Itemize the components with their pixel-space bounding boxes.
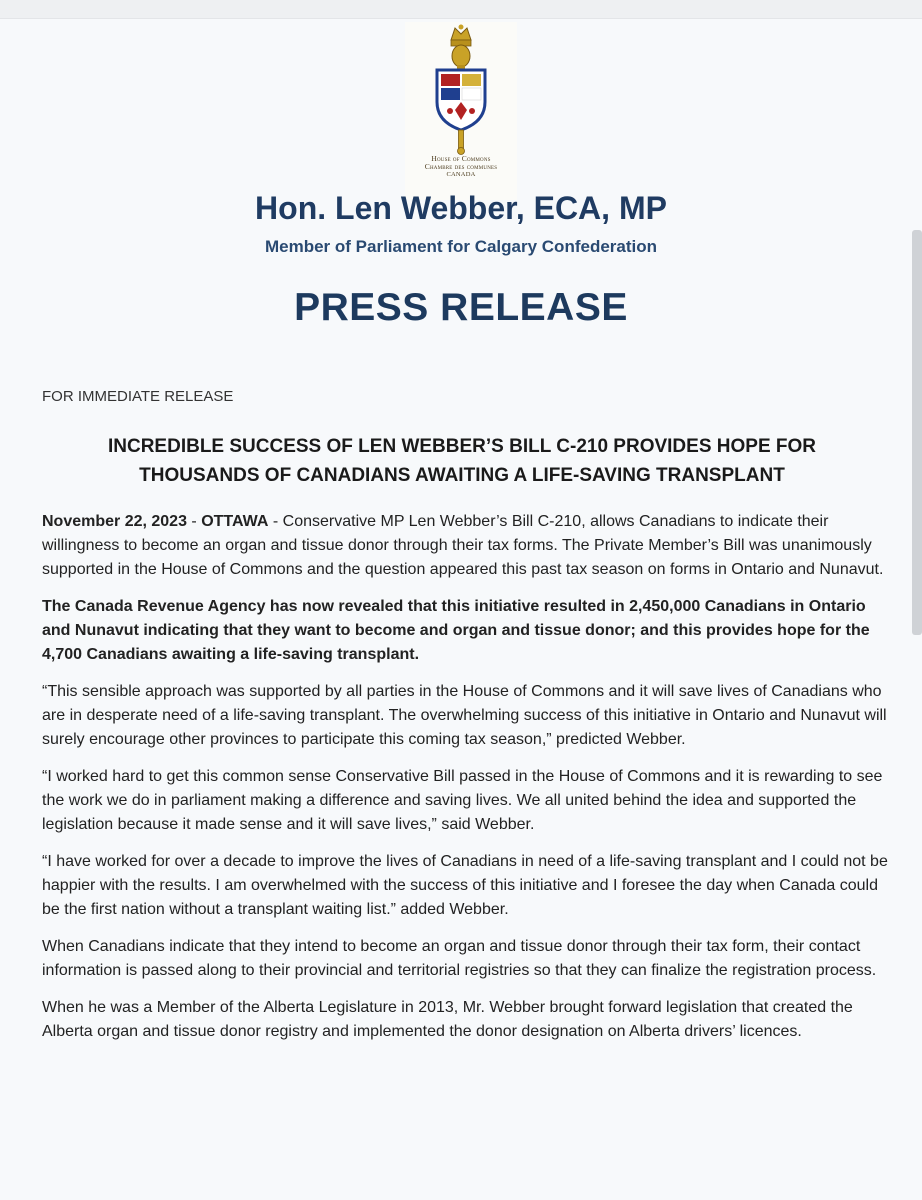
paragraph-5: “I have worked for over a decade to improve the lives of Canadians in need of a life-saving transplant and I could not be happier with the results. I am overwhelmed with the success of this initiative and I foresee the day when Canada could be the first nation without a transplant waiting list.” added Webber.	[42, 853, 888, 918]
paragraph-3: “This sensible approach was supported by all parties in the House of Commons and it will save lives of Canadians who are in desperate need of a life-saving transplant. The overwhelming success of this initiative in Ontario and Nunavut will surely encourage other provinces to participate this coming tax season,” predicted Webber.	[42, 683, 887, 748]
city: OTTAWA	[201, 513, 269, 530]
mp-name: Hon. Len Webber, ECA, MP	[255, 190, 667, 226]
immediate-release-tag: FOR IMMEDIATE RELEASE	[42, 388, 234, 405]
paragraph-4: “I worked hard to get this common sense Conservative Bill passed in the House of Commons and it is rewarding to see the work we do in parliament making a difference and saving lives. We all united behind the idea and supported the legislation because it made sense and it will save lives,” said Webber.	[42, 768, 883, 833]
house-of-commons-crest	[405, 22, 517, 200]
crest-line-2: Chambre des communes	[424, 162, 498, 171]
press-release-title: PRESS RELEASE	[294, 286, 628, 329]
release-body	[42, 510, 890, 1057]
dateline-separator: -	[186, 513, 202, 530]
paragraph-1-text: - Conservative MP Len Webber’s Bill C-210, allows Canadians to indicate their willingness to become an organ and tissue donor through their tax forms. The Private Member’s Bill was unanimously supported in the House of Commons and the question appeared this past tax season on forms in Ontario and Nunavut.	[42, 513, 884, 578]
paragraph-7: When he was a Member of the Alberta Legislature in 2013, Mr. Webber brought forward legislation that created the Alberta organ and tissue donor registry and implemented the donor designation on Alberta drivers’ licences.	[42, 999, 853, 1040]
paragraph-2: The Canada Revenue Agency has now revealed that this initiative resulted in 2,450,000 Canadians in Ontario and Nunavut indicating that they want to become and organ and tissue donor; and this provides hope for the 4,700 Canadians awaiting a life-saving transplant.	[42, 598, 870, 663]
dateline: November 22, 2023	[42, 513, 187, 530]
crest-line-3: CANADA	[446, 171, 476, 178]
mace-shield-icon	[405, 22, 517, 157]
paragraph-1	[42, 510, 890, 582]
crest-line-1: House of Commons	[431, 154, 491, 163]
top-strip	[0, 0, 922, 19]
paragraph-6: When Canadians indicate that they intend to become an organ and tissue donor through their tax form, their contact information is passed along to their provincial and territorial registries so that they can finalize the registration process.	[42, 938, 877, 979]
mp-riding: Member of Parliament for Calgary Confederation	[264, 237, 658, 256]
headline	[42, 432, 882, 490]
headline-line-1: INCREDIBLE SUCCESS OF LEN WEBBER’S BILL C-210 PROVIDES HOPE FOR	[107, 436, 817, 457]
headline-line-2: THOUSANDS OF CANADIANS AWAITING A LIFE-SAVING TRANSPLANT	[139, 465, 785, 486]
